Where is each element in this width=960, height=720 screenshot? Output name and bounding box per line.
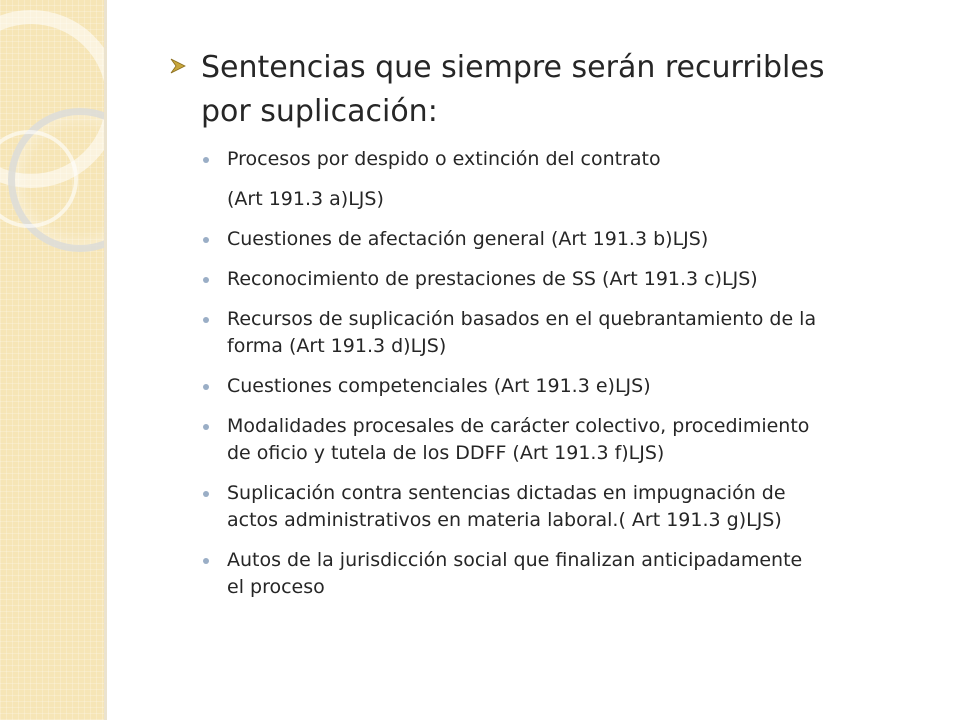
arrow-right-icon (168, 56, 188, 76)
dot-icon (203, 157, 209, 163)
list-item (168, 306, 928, 360)
list-item (168, 146, 928, 173)
item-text: el proceso (227, 576, 325, 598)
list-item-continuation (168, 186, 928, 213)
list-item (168, 226, 928, 253)
item-text: de oficio y tutela de los DDFF (Art 191.3 f)LJS) (227, 442, 665, 464)
list-item (168, 266, 928, 293)
dot-icon (203, 558, 209, 564)
bullet-list (168, 146, 928, 601)
slide-content (168, 46, 928, 614)
dot-icon (203, 384, 209, 390)
decorative-side-band (0, 0, 104, 720)
item-text: Recursos de suplicación basados en el quebrantamiento de la (227, 308, 817, 330)
dot-icon (203, 424, 209, 430)
item-text: Cuestiones de afectación general (Art 191.3 b)LJS) (227, 228, 709, 250)
list-item (168, 480, 928, 534)
list-item (168, 547, 928, 601)
item-text: Procesos por despido o extinción del contrato (227, 148, 661, 170)
dot-icon (203, 277, 209, 283)
dot-icon (203, 317, 209, 323)
item-text: Autos de la jurisdicción social que finalizan anticipadamente (227, 549, 803, 571)
list-item (168, 413, 928, 467)
item-text: forma (Art 191.3 d)LJS) (227, 335, 447, 357)
item-text: (Art 191.3 a)LJS) (227, 188, 384, 210)
dot-icon (203, 491, 209, 497)
slide-heading (168, 46, 928, 134)
item-text: Suplicación contra sentencias dictadas en impugnación de (227, 482, 786, 504)
list-item (168, 373, 928, 400)
item-text: Reconocimiento de prestaciones de SS (Art 191.3 c)LJS) (227, 268, 758, 290)
item-text: Cuestiones competenciales (Art 191.3 e)LJS) (227, 375, 651, 397)
heading-line: por suplicación: (201, 94, 438, 129)
item-text: Modalidades procesales de carácter colectivo, procedimiento (227, 415, 810, 437)
side-band-divider (104, 0, 107, 720)
heading-line: Sentencias que siempre serán recurribles (201, 50, 825, 85)
dot-icon (203, 237, 209, 243)
item-text: actos administrativos en materia laboral.( Art 191.3 g)LJS) (227, 509, 782, 531)
